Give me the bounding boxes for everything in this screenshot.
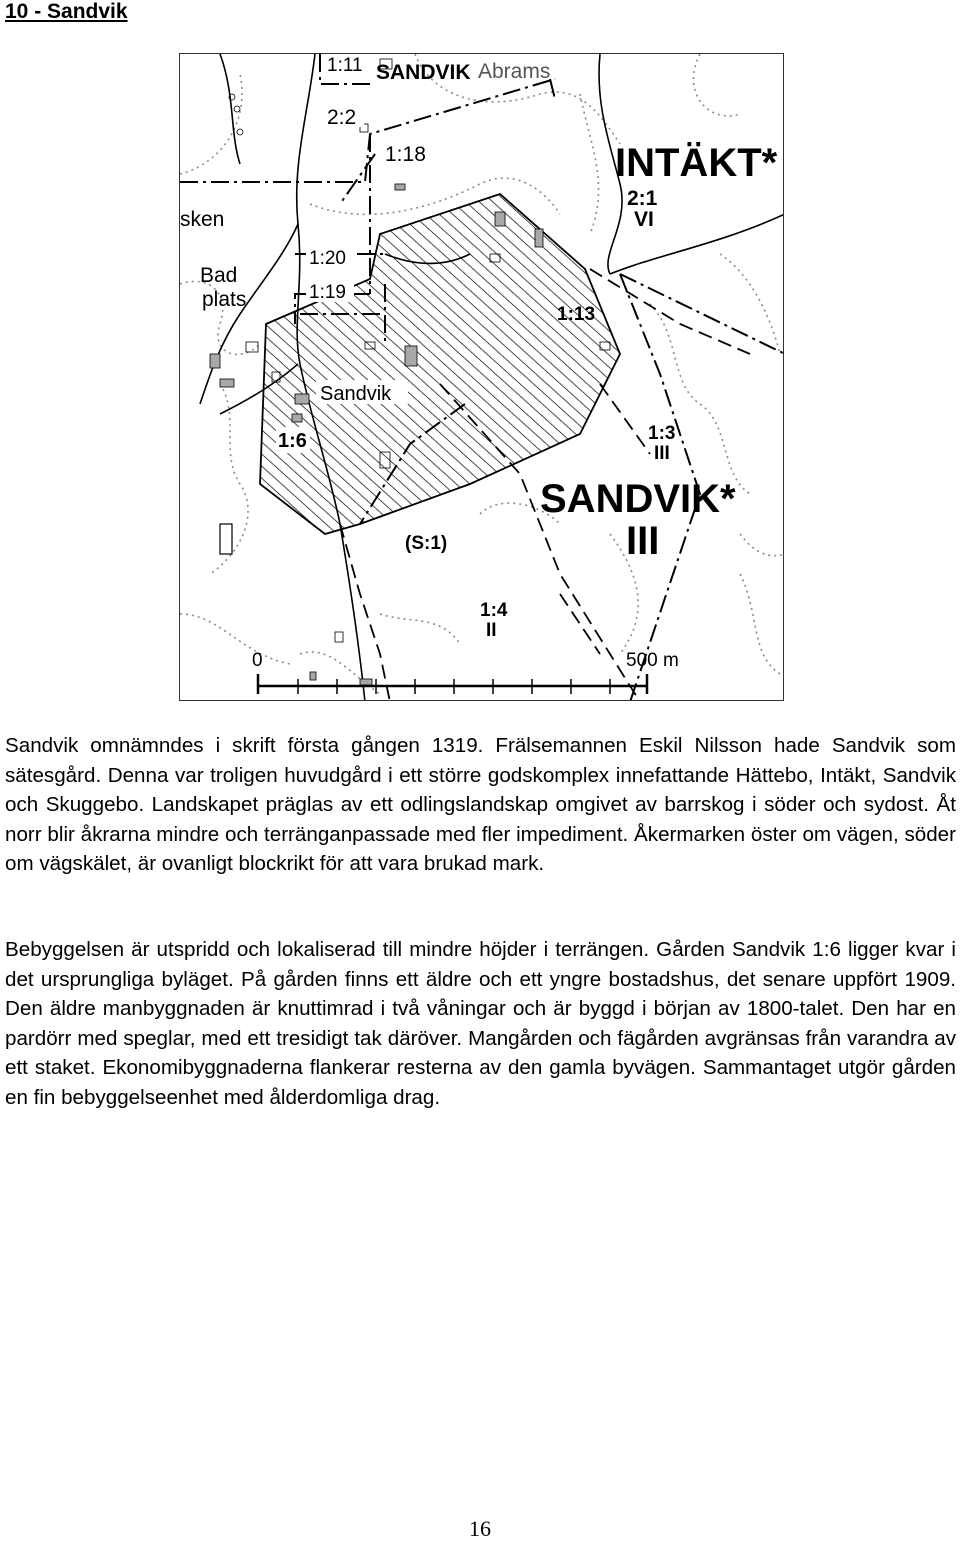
label-1-20: 1:20 [309,248,346,269]
label-sandvik-village: Sandvik [320,383,392,405]
label-s1: (S:1) [405,533,448,554]
map-figure [179,53,784,701]
label-abrams: Abrams [478,60,551,83]
label-1-4: 1:4 [480,600,508,621]
label-bad: Bad [200,264,238,287]
label-intakt: INTÄKT* [615,141,778,185]
label-2-2: 2:2 [327,106,357,129]
label-scale-end: 500 m [626,650,679,671]
label-sandvik-top: SANDVIK [376,61,471,84]
map-svg [180,54,784,701]
page-heading: 10 - Sandvik [5,0,128,23]
label-plats: plats [202,288,247,311]
label-1-13: 1:13 [557,304,596,325]
label-1-3: 1:3 [648,423,676,444]
page-number: 16 [469,1516,491,1541]
label-1-19: 1:19 [309,282,346,303]
paragraph-history: Sandvik omnämndes i skrift första gången 1319. Frälsemannen Eskil Nilsson hade Sandvik som sätesgård. Denna var troligen huvudgård i ett större godskomplex innefattande Hättebo, Intäkt, Sandvik och Skuggebo. Landskapet präglas av ett odlingslandskap omgivet av barrskog i söder och sydost. Åt norr blir åkrarna mindre och terränganpassade med fler impediment. Åkermarken öster om vägen, söder om vägskälet, är ovanligt blockrikt för att vara brukad mark. [5,734,956,875]
label-sandvik-big: SANDVIK* [540,477,736,521]
label-iii-small: III [654,443,670,464]
label-ii: II [486,620,497,641]
label-sken: sken [180,208,225,231]
label-2-1: 2:1 [627,187,658,210]
label-1-6: 1:6 [278,430,307,452]
paragraph-settlement: Bebyggelsen är utspridd och lokaliserad till mindre höjder i terrängen. Gården Sandvik 1:6 ligger kvar i det ursprungliga byläget. På gården finns ett äldre och ett yngre bostadshus, det senare uppfört 1909. Den äldre manbyggnaden är knuttimrad i två våningar och är byggd i början av 1800-talet. Den har en pardörr med speglar, med ett tresidigt tak däröver. Mangården och fägården avgränsas från varandra av ett staket. Ekonomibyggnaderna flankerar resterna av den gamla byvägen. Sammantaget utgör gården en fin bebyggelseenhet med ålderdomliga drag. [5,938,956,1109]
label-vi: VI [634,208,654,231]
label-iii-big: III [626,519,660,563]
label-scale-zero: 0 [252,650,263,671]
label-1-18: 1:18 [385,143,426,166]
label-1-11: 1:11 [327,55,363,76]
